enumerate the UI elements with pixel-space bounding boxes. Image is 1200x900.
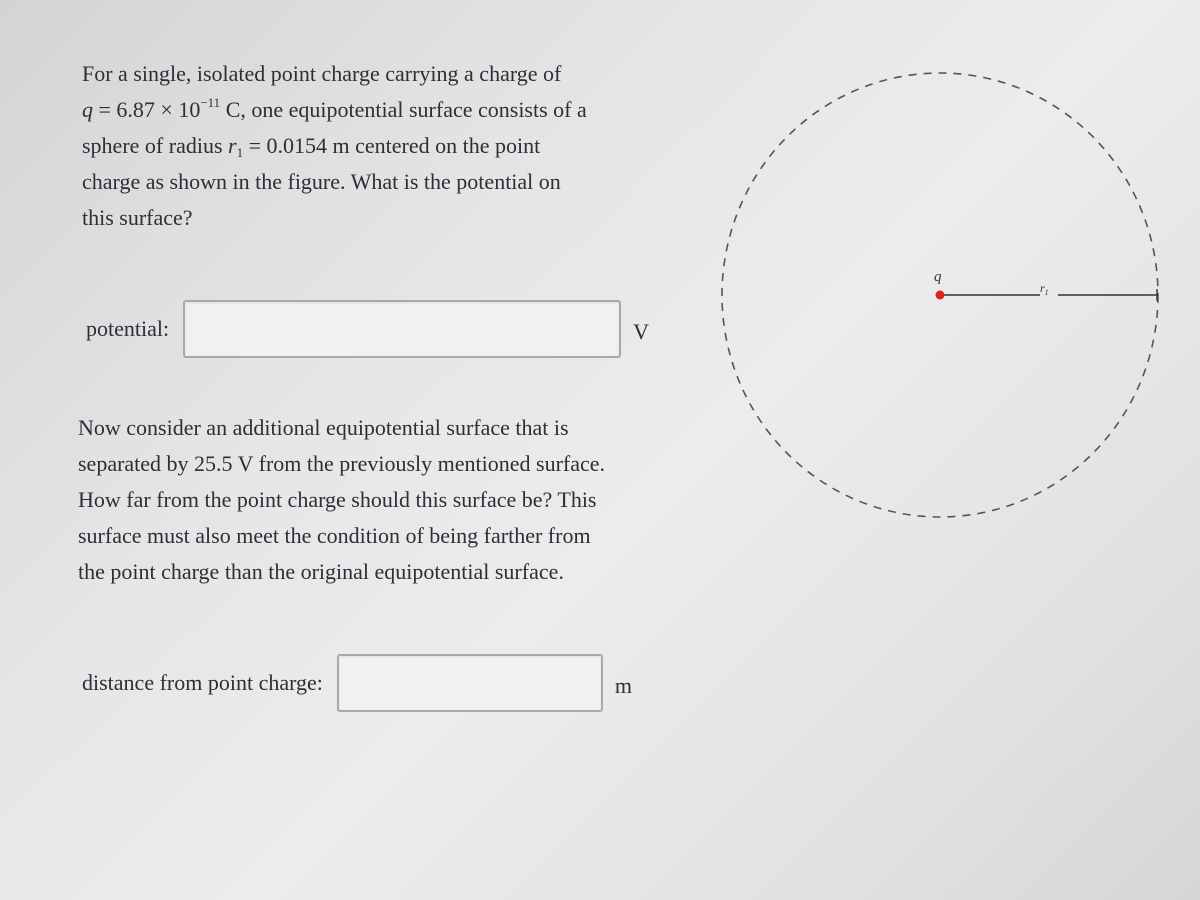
charge-label: q xyxy=(934,269,942,285)
question-2-line-1: Now consider an additional equipotential surface that is xyxy=(78,415,569,440)
question-1-line-4: charge as shown in the figure. What is the potential on xyxy=(82,169,561,194)
distance-unit: m xyxy=(614,673,633,698)
question-2-line-2: separated by 25.5 V from the previously mentioned surface. xyxy=(78,451,606,476)
radius-label xyxy=(1040,281,1049,297)
charge-value: = 6.87 × 10 xyxy=(93,97,201,122)
charge-rest: C, one equipotential surface consists of a xyxy=(220,97,587,122)
question-2-line-4: surface must also meet the condition of being farther from xyxy=(78,523,591,548)
potential-unit: V xyxy=(633,319,649,344)
question-2-line-3: How far from the point charge should this surface be? This xyxy=(78,487,597,512)
radius-symbol: r xyxy=(228,133,237,158)
distance-label: distance from point charge: xyxy=(82,670,323,695)
question-1-line-5: this surface? xyxy=(82,205,193,230)
charge-symbol: q xyxy=(82,97,93,122)
radius-label-symbol: r xyxy=(1040,281,1045,295)
radius-subscript: 1 xyxy=(236,145,244,160)
radius-label-subscript: 1 xyxy=(1044,288,1049,297)
question-2-line-5: the point charge than the original equipotential surface. xyxy=(78,559,564,584)
radius-prefix: sphere of radius xyxy=(82,133,229,158)
point-charge-dot xyxy=(936,291,945,300)
radius-rest: = 0.0154 m centered on the point xyxy=(243,133,541,158)
question-1-line-1: For a single, isolated point charge carrying a charge of xyxy=(82,61,562,86)
potential-label: potential: xyxy=(86,316,170,341)
charge-exponent: −11 xyxy=(200,95,221,110)
